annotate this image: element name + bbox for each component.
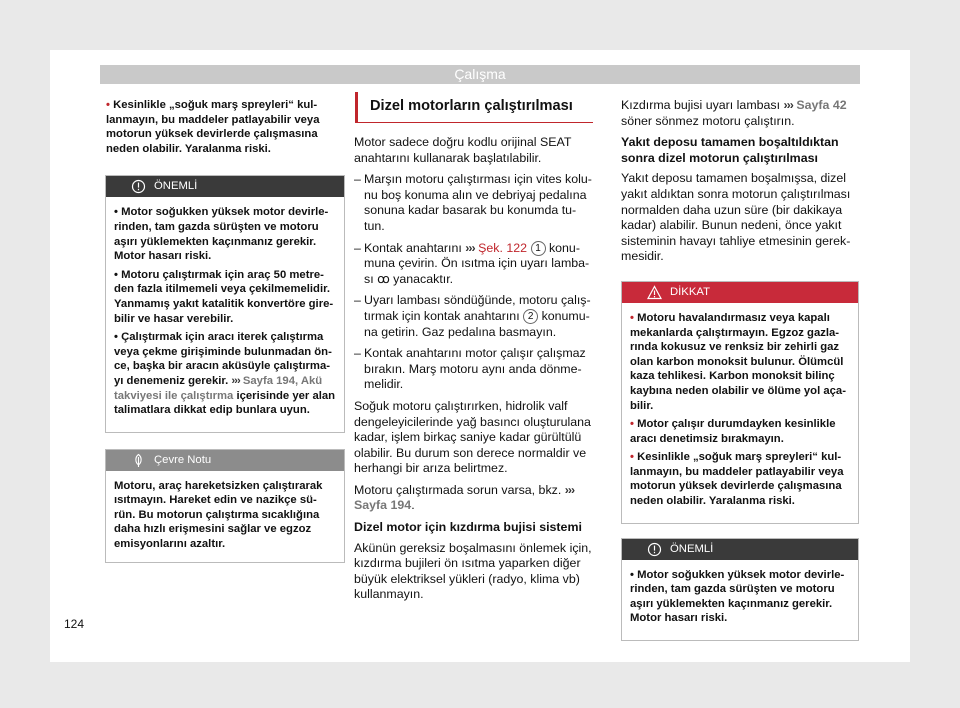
notice-item: Motor soğukken yüksek motor devirle-rinden, tam gazda sürüşten ve motoru aşırı yüklemekten kaçınmanız gerekir. Motor hasarı riski.	[630, 568, 845, 625]
caution-item: Motor çalışır durumdayken kesinlikle aracı denetimsiz bırakmayın.	[630, 418, 836, 445]
leaf-icon	[131, 453, 146, 468]
bullet-icon: •	[630, 418, 634, 431]
bullet-icon: •	[106, 99, 110, 111]
step-item: – Uyarı lambası söndüğünde, motoru çalış-tırmak için kontak anahtarını 2 konumu-na getirin. Gaz pedalına basmayın.	[354, 293, 591, 339]
caution-body	[622, 303, 858, 523]
caution-item: Motoru havalandırmasız veya kapalı mekanlarda çalıştırmayın. Egzoz gazla-rında kokusuz ve renksiz bir zehirli gaz olan karbon monoksit bulunur. Ölümcül kaza tehlikesi. Karbon monoksit bilinç kaybına neden olabilir ve ölüme yol aça-bilir.	[630, 311, 846, 412]
notice-header	[622, 539, 858, 560]
environment-note-body: Motoru, araç hareketsizken çalıştırarak ısıtmayın. Hareket edin ve nazikçe sü-rün. Bu motorun çalıştırma sıcaklığına daha hızlı erişmesini sağlar ve egzoz emisyonlarını azaltır.	[114, 479, 323, 551]
bullet-icon: •	[630, 568, 634, 581]
step-text: yanacaktır.	[393, 271, 454, 286]
notice-title: ÖNEMLİ	[154, 180, 198, 193]
environment-note-title: Çevre Notu	[154, 453, 212, 466]
notice-body	[622, 560, 858, 640]
notice-box	[621, 538, 859, 641]
manual-page	[50, 50, 910, 662]
step-text: konu-muna çevirin. Ön ısıtma için uyarı lamba-sı	[364, 240, 590, 286]
body-paragraph	[621, 98, 859, 129]
subheading: Yakıt deposu tamamen boşaltıldıktan sonra dizel motorun çalıştırılması	[621, 135, 839, 165]
caution-item: Kesinlikle „soğuk marş spreyleri“ kul-lanmayın, bu maddeler patlayabilir veya motorun yüksek devirlerde çalışmasına neden olabilir. Yaralanma riski.	[630, 451, 844, 508]
warning-continuation	[105, 98, 345, 156]
body-text: Kızdırma bujisi uyarı lambası	[621, 98, 781, 112]
caution-header	[622, 282, 858, 303]
page-reference-link[interactable]: Sayfa 42	[796, 98, 847, 112]
notice-body	[106, 197, 344, 431]
chapter-header: Çalışma	[100, 65, 860, 84]
info-circle-icon	[131, 179, 146, 194]
warning-text: Kesinlikle „soğuk marş spreyleri“ kul-lanmayın, bu maddeler patlayabilir veya motorun yüksek devirlerde çalışmasına neden olabilir. Yaralanma riski.	[106, 99, 320, 155]
notice-item: Motor soğukken yüksek motor devirle-rinden, tam gazda sürüşten ve motoru aşırı yüklemekten kaçınmanız gerekir. Motor hasarı riski.	[114, 206, 329, 263]
body-paragraph: Yakıt deposu tamamen boşalmışsa, dizel yakıt aldıktan sonra motorun çalıştırılması normalden daha uzun süre (bir dakikaya kadar) alabilir. Bunun nedeni, önce yakıt sisteminin havayı tahliye etmesinin gerek-mesidir.	[621, 171, 851, 264]
section-title: Dizel motorların çalıştırılması	[355, 92, 593, 123]
bullet-icon: •	[114, 331, 118, 344]
body-paragraph: Akünün gereksiz boşalmasını önlemek için, kızdırma bujileri ön ısıtma yaparken diğer büyük elektriksel yükleri (radyo, klima vb) kullanmayın.	[354, 540, 592, 602]
column-middle	[343, 92, 593, 609]
reference-arrows-icon: ›››	[783, 98, 793, 112]
reference-arrows-icon: ›››	[465, 240, 475, 255]
column-right	[621, 92, 859, 641]
environment-note-header	[106, 450, 344, 471]
body-paragraph: Motoru çalıştırmada sorun varsa, bkz. ››› Sayfa 194.	[354, 482, 575, 513]
step-item: – Kontak anahtarını ››› Şek. 122 1 konu-muna çevirin. Ön ısıtma için uyarı lamba-sı ꝏ yanacaktır.	[354, 240, 590, 286]
step-item: – Kontak anahtarını motor çalışır çalışmaz bırakın. Marş motoru aynı anda dönme-melidir.	[354, 346, 593, 393]
step-text: Marşın motoru çalıştırması için vites kolu-nu boş konuma alın ve debriyaj pedalına sonuna kadar basarak bu konumda tu-tun.	[364, 172, 592, 233]
notice-header	[106, 176, 344, 197]
glow-plug-icon: ꝏ	[377, 271, 390, 286]
bullet-icon: •	[630, 311, 634, 324]
notice-title: ÖNEMLİ	[670, 542, 714, 555]
caution-title: DİKKAT	[670, 285, 710, 298]
notice-box	[105, 175, 345, 432]
notice-item: Motoru çalıştırmak için araç 50 metre-den fazla itilmemeli veya çekilmemelidir. Yanmamış yakıt katalitik konvertöre gire-bilir ve hasar verebilir.	[114, 268, 334, 325]
body-text: Motoru çalıştırmada sorun varsa, bkz.	[354, 482, 562, 497]
intro-text: Motor sadece doğru kodlu orijinal SEAT anahtarını kullanarak başlatılabilir.	[354, 135, 572, 165]
page-reference-link[interactable]: Sayfa 194, Akü takviyesi ile çalıştırma	[114, 374, 323, 402]
body-text: söner sönmez motoru çalıştırın.	[621, 113, 795, 128]
figure-reference-link[interactable]: Şek. 122	[478, 240, 528, 255]
reference-arrows-icon: ›››	[231, 374, 240, 387]
step-text: Kontak anahtarını motor çalışır çalışmaz bırakın. Marş motoru aynı anda dönme-melidir.	[364, 346, 586, 392]
step-item: – Marşın motoru çalıştırması için vites kolu-nu boş konuma alın ve debriyaj pedalına sonuna kadar basarak bu konumda tu-tun.	[354, 172, 592, 233]
page-number: 124	[64, 617, 85, 631]
page-reference-link[interactable]: Sayfa 194	[354, 498, 412, 513]
bullet-icon: •	[114, 206, 118, 219]
bullet-icon: •	[114, 268, 118, 281]
section-body	[343, 135, 593, 603]
info-circle-icon	[647, 542, 662, 557]
step-text: Kontak anahtarını	[364, 240, 462, 255]
warning-triangle-icon	[647, 285, 662, 300]
column-left	[105, 92, 345, 563]
body-paragraph: Soğuk motoru çalıştırırken, hidrolik valf dengeleyicilerinde yağ basıncı oluşturulana kadar, işlem birkaç saniye kadar gürültülü olabilir. Bu durum son derece normaldir ve herhangi bir arıza belirtmez.	[354, 398, 591, 476]
step-text: Uyarı lambası söndüğünde, motoru çalış-tırmak için kontak anahtarını	[364, 293, 591, 323]
environment-note-box	[105, 449, 345, 563]
caution-box	[621, 281, 859, 524]
notice-item: içerisinde yer alan talimatlara dikkat edip bunlara uyun.	[114, 389, 336, 417]
notice-item: Çalıştırmak için aracı iterek çalıştırma veya çekme girişiminde bulunmadan ön-ce, başka bir aracın aküsüyle çalıştırma-yı denemeniz gerekir.	[114, 331, 332, 387]
reference-arrows-icon: ›››	[564, 482, 575, 497]
bullet-icon: •	[630, 451, 634, 464]
subheading: Dizel motor için kızdırma bujisi sistemi	[354, 520, 582, 535]
callout-number: 1	[531, 241, 546, 256]
callout-number: 2	[523, 309, 538, 324]
step-text: konumu-na getirin. Gaz pedalına basmayın.	[364, 308, 590, 339]
